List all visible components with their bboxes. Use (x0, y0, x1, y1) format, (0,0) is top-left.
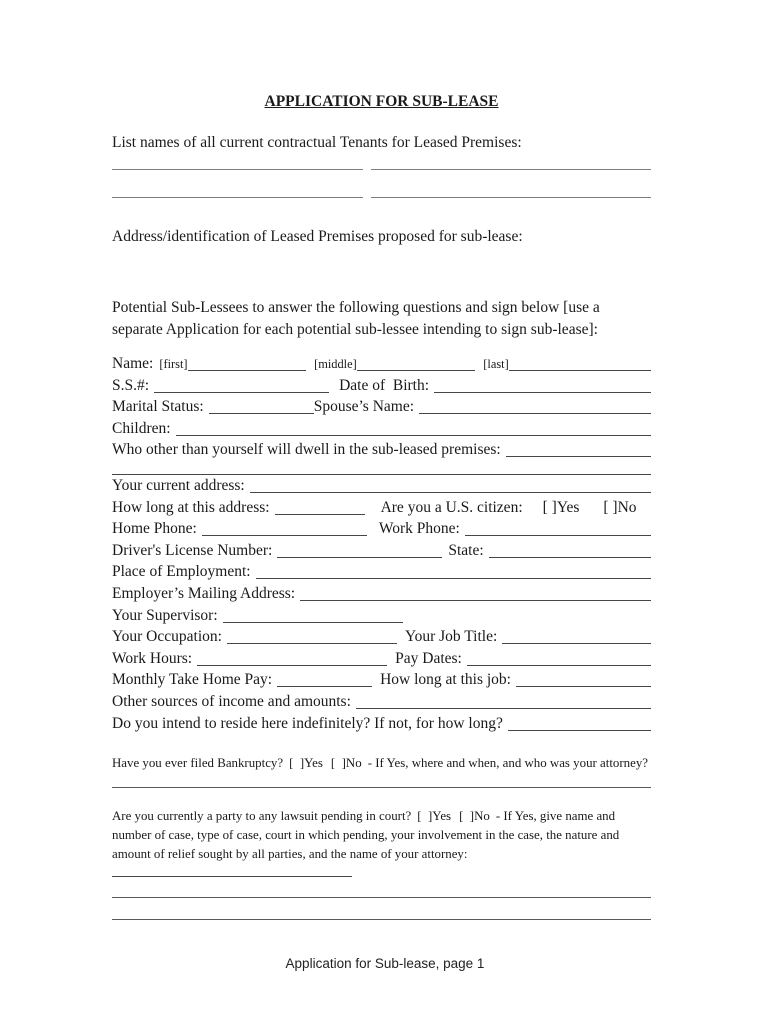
lawsuit-answer-line-1[interactable] (112, 897, 651, 898)
children-input-line[interactable] (176, 418, 651, 436)
occupation-input-line[interactable] (227, 626, 397, 644)
last-name-hint: [last] (483, 357, 509, 371)
monthly-pay-input-line[interactable] (277, 669, 372, 687)
bankruptcy-yes-checkbox[interactable]: [ ]Yes (289, 756, 323, 771)
bankruptcy-answer-line[interactable] (112, 787, 651, 788)
tenant-lines-row-2 (112, 170, 651, 198)
tenant-name-line-1[interactable] (112, 153, 363, 170)
pay-dates-input-line[interactable] (467, 648, 651, 666)
citizen-label: Are you a U.S. citizen: (380, 498, 523, 516)
spouse-name-label: Spouse’s Name: (313, 398, 415, 416)
bankruptcy-question (112, 754, 651, 773)
page-footer: Application for Sub-lease, page 1 (285, 956, 485, 971)
page-title: APPLICATION FOR SUB-LEASE (264, 93, 499, 110)
bankruptcy-question-text: Have you ever filed Bankruptcy? (112, 756, 284, 771)
reside-label: Do you intend to reside here indefinitely? If not, for how long? (112, 714, 503, 732)
dwell-continuation-row (112, 461, 651, 475)
occupation-label: Your Occupation: (112, 628, 222, 646)
ssn-label: S.S.#: (112, 376, 150, 394)
dwell-label: Who other than yourself will dwell in the sub-leased premises: (112, 441, 501, 459)
dwell-row (112, 439, 651, 461)
how-long-job-input-line[interactable] (516, 669, 651, 687)
document-content (112, 0, 651, 920)
employer-address-row (112, 583, 651, 605)
bankruptcy-no-checkbox[interactable]: [ ]No (330, 756, 362, 771)
lawsuit-attorney-input-line[interactable] (112, 864, 352, 877)
employer-address-label: Employer’s Mailing Address: (112, 584, 296, 602)
lawsuit-yes-checkbox[interactable]: [ ]Yes (417, 809, 452, 824)
employment-row (112, 561, 651, 583)
dwell-continuation-line[interactable] (112, 461, 651, 475)
dob-label: Date of Birth: (339, 376, 430, 394)
lawsuit-question-text: Are you currently a party to any lawsuit pending in court? (112, 809, 412, 824)
reside-row (112, 713, 651, 735)
employer-address-input-line[interactable] (300, 583, 651, 601)
first-name-input-line[interactable] (188, 353, 307, 371)
pay-dates-label: Pay Dates: (395, 649, 462, 667)
employment-input-line[interactable] (256, 561, 651, 579)
monthly-pay-row (112, 669, 651, 691)
citizen-yes-checkbox[interactable]: [ ]Yes (542, 498, 580, 516)
employment-label: Place of Employment: (112, 563, 251, 581)
tenant-name-line-2[interactable] (371, 153, 651, 170)
work-phone-input-line[interactable] (465, 518, 651, 536)
other-income-label: Other sources of income and amounts: (112, 692, 351, 710)
tenant-name-line-4[interactable] (371, 170, 651, 198)
phones-row (112, 518, 651, 540)
first-name-hint: [first] (159, 357, 188, 371)
lawsuit-followup-text: - If Yes, give name and number of case, type of case, court in which pending, your involvement in the case, the nature and amount of relief sought by all parties, and the name of your attorney: (112, 809, 620, 862)
state-label: State: (448, 541, 484, 559)
occupation-row (112, 626, 651, 648)
work-phone-label: Work Phone: (378, 520, 460, 538)
name-label: Name: (112, 355, 154, 372)
dwell-input-line[interactable] (506, 439, 651, 457)
current-address-input-line[interactable] (250, 475, 651, 493)
premises-address-prompt: Address/identification of Leased Premises proposed for sub-lease: (112, 228, 523, 245)
supervisor-input-line[interactable] (223, 605, 403, 623)
state-input-line[interactable] (489, 540, 651, 558)
other-income-row (112, 691, 651, 713)
job-title-label: Your Job Title: (404, 628, 498, 646)
work-hours-label: Work Hours: (112, 649, 193, 667)
monthly-pay-label: Monthly Take Home Pay: (112, 671, 273, 689)
supervisor-row (112, 605, 651, 627)
job-title-input-line[interactable] (502, 626, 651, 644)
spouse-name-input-line[interactable] (419, 396, 651, 414)
work-hours-input-line[interactable] (197, 648, 387, 666)
license-row (112, 540, 651, 562)
drivers-license-input-line[interactable] (277, 540, 442, 558)
sublessees-prompt: Potential Sub-Lessees to answer the following questions and sign below [use a separate Application for each potential sub-lessee intending to sign sub-lease]: (112, 299, 600, 338)
tenant-name-line-3[interactable] (112, 170, 363, 198)
lawsuit-answer-line-2[interactable] (112, 919, 651, 920)
marital-status-label: Marital Status: (112, 398, 204, 416)
home-phone-label: Home Phone: (112, 520, 197, 538)
bankruptcy-followup-text: - If Yes, where and when, and who was your attorney? (367, 756, 648, 771)
applicant-form (112, 353, 651, 734)
drivers-license-label: Driver's License Number: (112, 541, 273, 559)
name-row (112, 353, 651, 375)
current-address-row (112, 475, 651, 497)
marital-status-input-line[interactable] (209, 396, 314, 414)
lawsuit-question (112, 807, 651, 883)
home-phone-input-line[interactable] (202, 518, 367, 536)
ssn-input-line[interactable] (154, 375, 329, 393)
last-name-input-line[interactable] (509, 353, 651, 371)
children-label: Children: (112, 419, 171, 437)
dob-input-line[interactable] (434, 375, 651, 393)
children-row (112, 418, 651, 440)
how-long-address-label: How long at this address: (112, 498, 270, 516)
other-income-input-line[interactable] (356, 691, 651, 709)
how-long-address-input-line[interactable] (275, 497, 365, 515)
lawsuit-no-checkbox[interactable]: [ ]No (459, 809, 490, 824)
middle-name-input-line[interactable] (357, 353, 476, 371)
marital-spouse-row (112, 396, 651, 418)
tenants-prompt: List names of all current contractual Tenants for Leased Premises: (112, 134, 522, 151)
citizen-no-checkbox[interactable]: [ ]No (603, 498, 637, 516)
how-long-citizen-row (112, 497, 651, 519)
ssn-dob-row (112, 375, 651, 397)
tenant-lines-row-1 (112, 153, 651, 170)
middle-name-hint: [middle] (314, 357, 357, 371)
supervisor-label: Your Supervisor: (112, 606, 218, 624)
current-address-label: Your current address: (112, 476, 245, 494)
work-hours-row (112, 648, 651, 670)
how-long-job-label: How long at this job: (380, 671, 511, 689)
reside-input-line[interactable] (508, 713, 651, 731)
